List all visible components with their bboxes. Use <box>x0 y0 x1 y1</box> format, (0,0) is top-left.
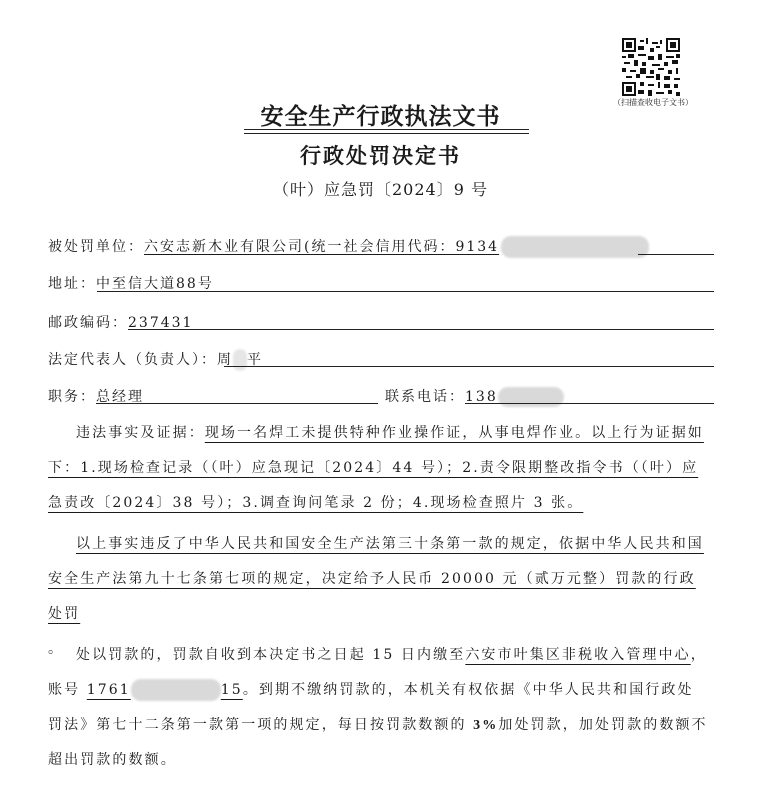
field-underline <box>638 254 714 255</box>
redacted-name-char <box>233 349 247 371</box>
title-divider-thin <box>244 133 529 134</box>
payment-part2: ，账号 <box>48 647 707 698</box>
field-underline <box>128 329 714 330</box>
address-label: 地址： <box>48 276 96 292</box>
document-number: （叶）应急罚〔2024〕9 号 <box>273 180 488 199</box>
document-title: 行政处罚决定书 <box>300 143 461 168</box>
account-number-start: 1761 <box>86 682 131 698</box>
legal-rep-value-start: 周 <box>217 352 233 368</box>
title-divider-thick <box>244 129 529 130</box>
field-underline <box>97 291 714 292</box>
field-underline <box>224 366 714 367</box>
violation-tail: 。 <box>48 641 65 657</box>
facts-text: 现场一名焊工未提供特种作业操作证，从事电焊作业。以上行为证据如下：1.现场检查记录（（叶）应急现记〔2024〕44 号）；2.责令限期整改指令书（（叶）应急责改〔2024〕38 号）；3.调查询问笔录 2 份；4.现场检查照片 3 张。 <box>48 425 704 511</box>
violation-text: 以上事实违反了中华人民共和国安全生产法第三十条第一款的规定，依据中华人民共和国安全生产法第九十七条第七项的规定，决定给予人民币 20000 元（贰万元整）罚款的行政处罚 <box>48 536 704 622</box>
payment-part3: 。到期不缴纳罚款的，本机关有权依据《中华人民共和国行政处罚法》第七十二条第一款第一项的规定，每日按罚款数额的 <box>48 682 694 733</box>
payment-part1: 处以罚款的，罚款自收到本决定书之日起 15 日内缴至 <box>76 647 466 663</box>
redacted-account-number <box>131 679 221 701</box>
field-legal-representative <box>48 349 263 371</box>
field-underline <box>465 403 714 404</box>
postal-code-value: 237431 <box>128 315 194 331</box>
payment-part4: 加处罚款，加处罚款的数额不超出罚款的数额。 <box>48 717 708 768</box>
payment-center: 六安市叶集区非税收入管理中心 <box>465 647 691 663</box>
field-penalized-unit <box>48 236 649 258</box>
redacted-credit-code <box>501 236 649 258</box>
payment-terms-paragraph <box>48 638 708 778</box>
legal-rep-label: 法定代表人（负责人）： <box>48 352 217 368</box>
penalized-unit-label: 被处罚单位： <box>48 239 144 255</box>
position-label: 职务： <box>48 389 96 405</box>
field-underline <box>96 403 378 404</box>
field-address <box>48 273 214 293</box>
account-number-end: 15 <box>220 682 243 698</box>
qr-code-icon <box>622 38 680 96</box>
address-value: 中至信大道88号 <box>96 276 214 292</box>
phone-value: 138 <box>465 389 498 405</box>
position-value: 总经理 <box>96 389 144 405</box>
violation-facts-paragraph <box>48 416 708 521</box>
facts-label: 违法事实及证据： <box>76 425 205 441</box>
surcharge-rate: 3% <box>473 718 499 733</box>
qr-caption: （扫描查收电子文书） <box>613 98 693 107</box>
redacted-phone <box>498 387 564 407</box>
phone-label: 联系电话： <box>385 389 465 405</box>
penalized-unit-value: 六安志新木业有限公司(统一社会信用代码：9134 <box>144 239 500 255</box>
postal-code-label: 邮政编码： <box>48 315 128 331</box>
document-series-title: 安全生产行政执法文书 <box>260 103 501 130</box>
legal-rep-value-end: 平 <box>247 352 263 368</box>
